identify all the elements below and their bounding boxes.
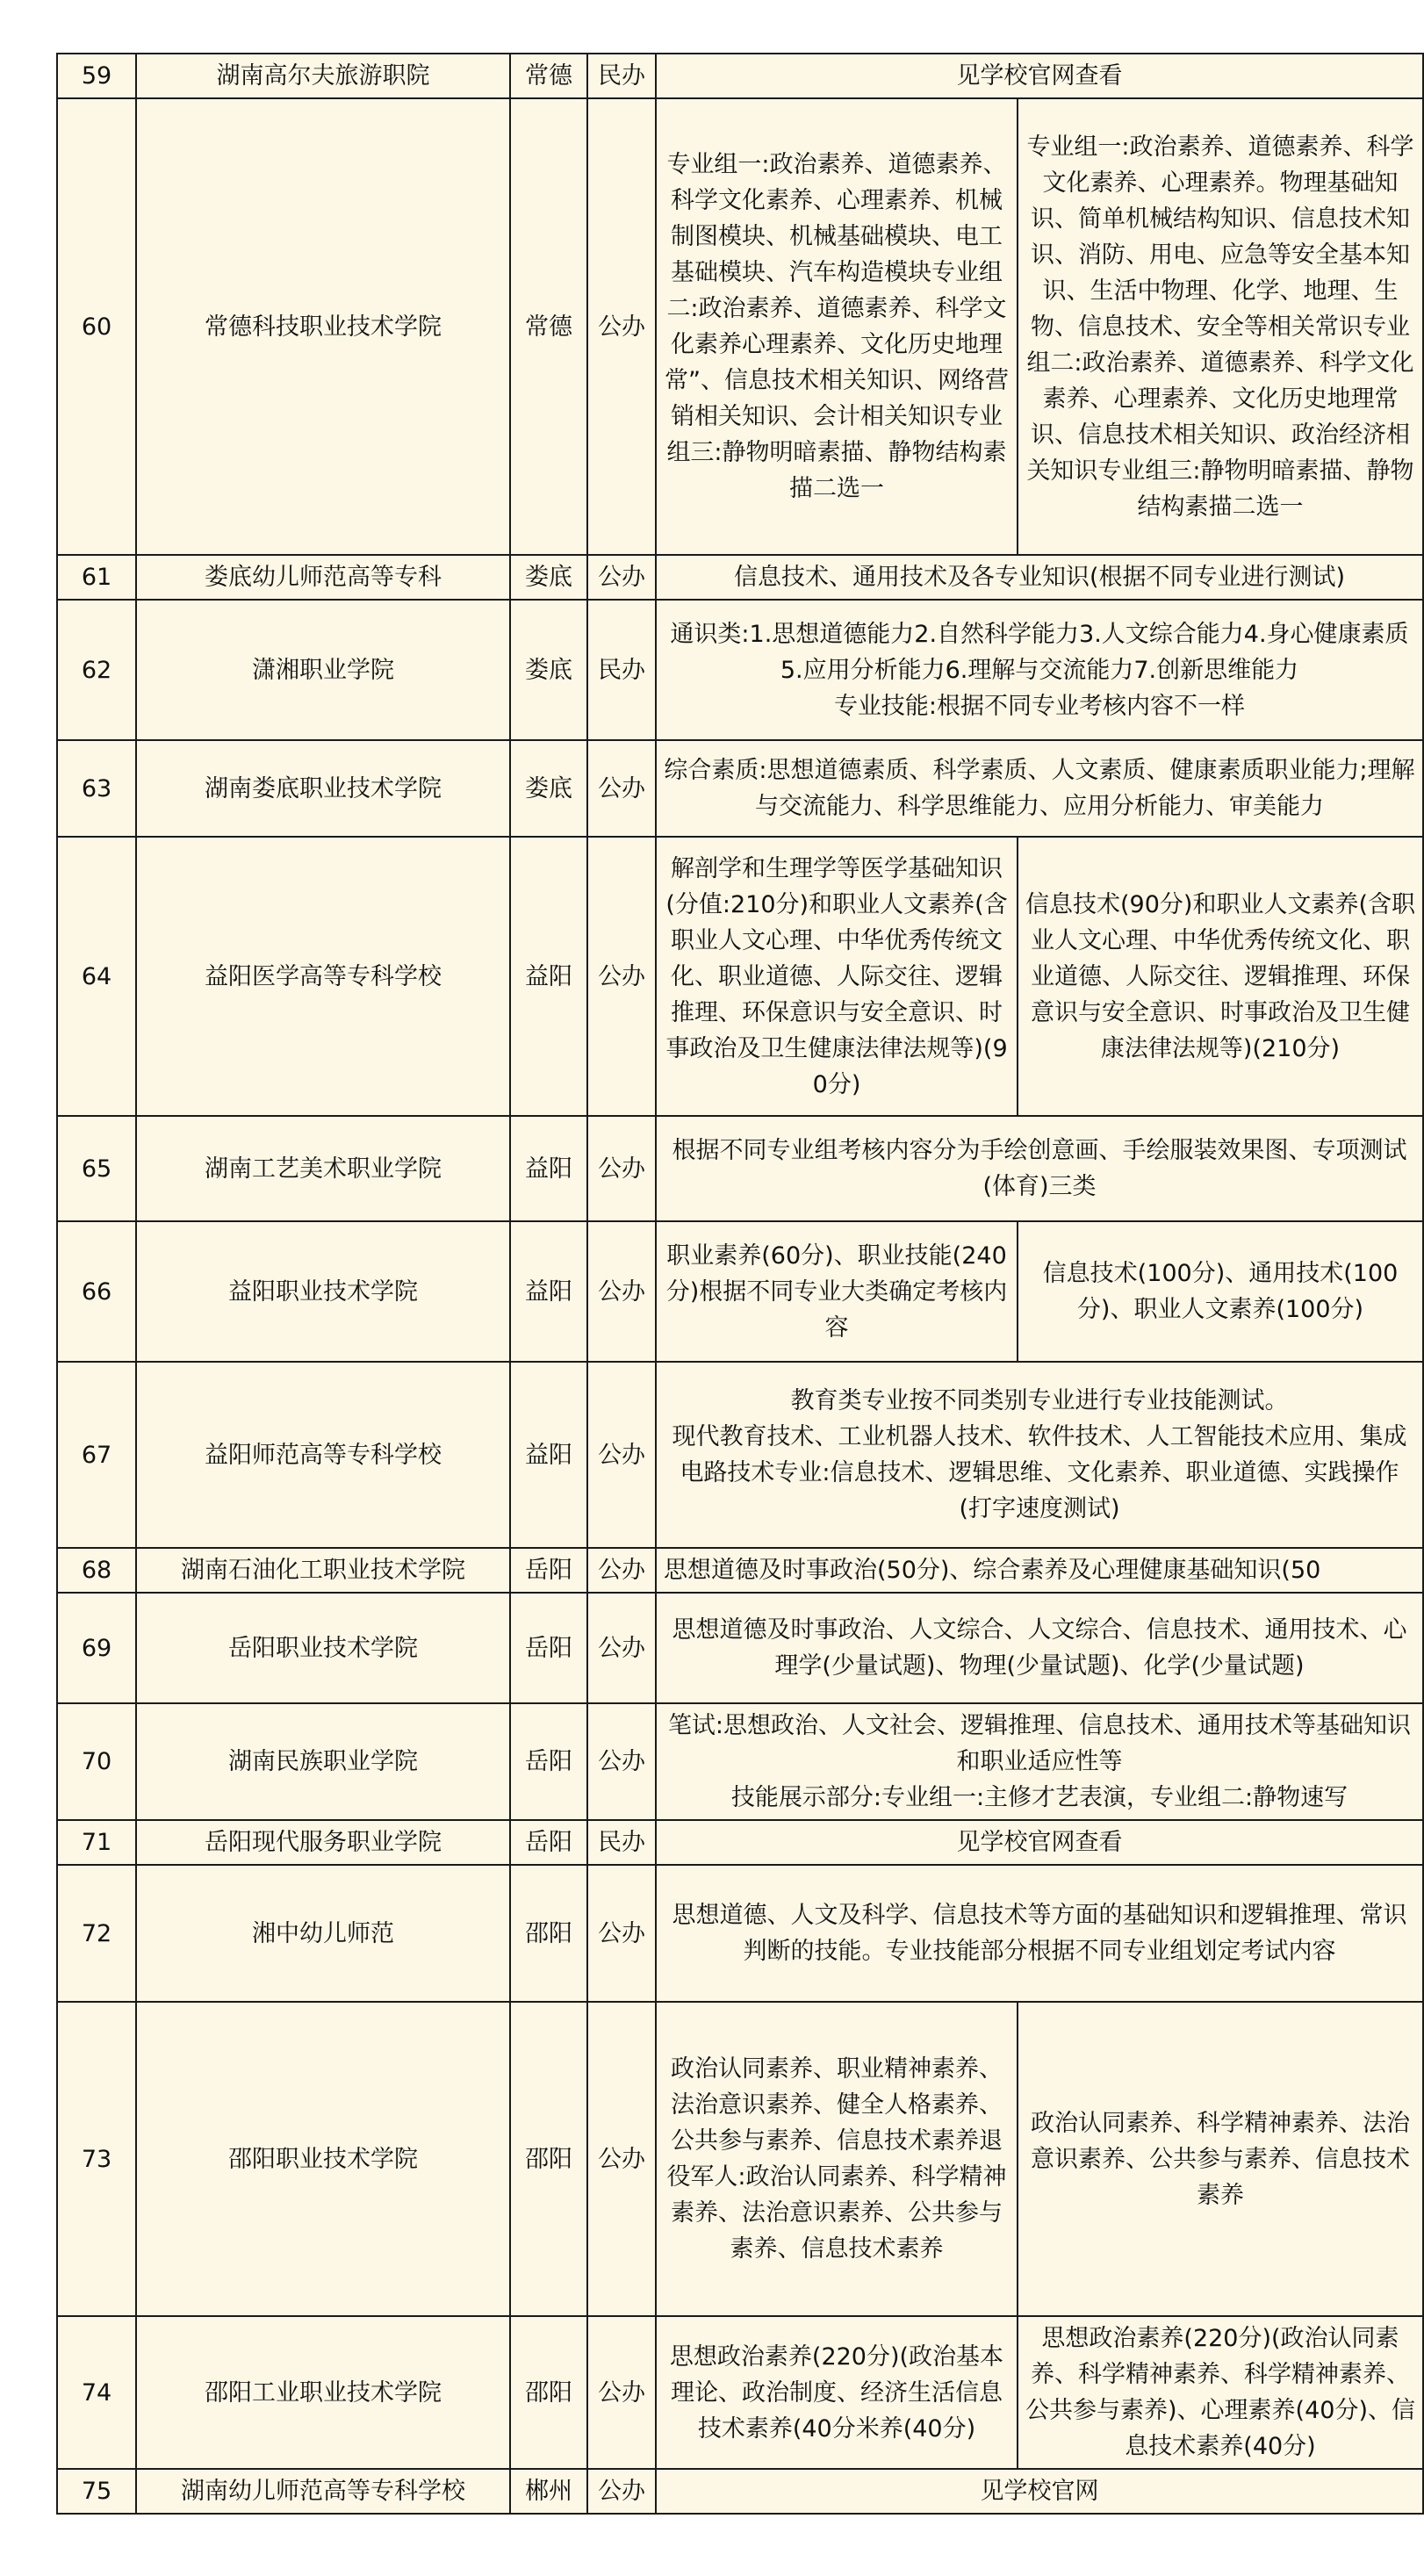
school-name: 岳阳现代服务职业学院 <box>136 1820 510 1865</box>
exam-content-line: 笔试:思想政治、人文社会、逻辑推理、信息技术、通用技术等基础知识和职业适应性等 <box>667 1712 1412 1775</box>
table-row <box>57 1703 1423 1820</box>
school-type: 公办 <box>587 555 656 600</box>
exam-content-line: 技能展示部分:专业组一:主修才艺表演，专业组二:静物速写 <box>730 1784 1348 1811</box>
exam-content <box>656 1116 1423 1221</box>
exam-content-a: 专业组一:政治素养、道德素养、科学文化素养、心理素养、机械制图模块、机械基础模块、电工基础模块、汽车构造模块专业组二:政治素养、道德素养、科学文化素养心理素养、文化历史地理常”、信息技术相关知识、网络营销相关知识、会计相关知识专业组三:静物明暗素描、静物结构素描二选一 <box>656 98 1018 555</box>
row-number: 68 <box>57 1548 136 1593</box>
school-name: 益阳师范高等专科学校 <box>136 1362 510 1548</box>
exam-content <box>656 555 1423 600</box>
exam-content-line: 思想道德及时事政治、人文综合、人文综合、信息技术、通用技术、心理学(少量试题)、物理(少量试题)、化学(少量试题) <box>672 1616 1407 1680</box>
school-type: 公办 <box>587 1865 656 2002</box>
exam-content-line: 综合素质:思想道德素质、科学素质、人文素质、健康素质职业能力;理解与交流能力、科学思维能力、应用分析能力、审美能力 <box>664 757 1415 820</box>
city: 岳阳 <box>510 1703 587 1820</box>
school-name: 湖南幼儿师范高等专科学校 <box>136 2469 510 2514</box>
row-number: 62 <box>57 600 136 740</box>
school-type: 公办 <box>587 2316 656 2469</box>
row-number: 67 <box>57 1362 136 1548</box>
row-number: 66 <box>57 1221 136 1362</box>
row-number: 71 <box>57 1820 136 1865</box>
table-row <box>57 1548 1423 1593</box>
table-row <box>57 1362 1423 1548</box>
school-name: 娄底幼儿师范高等专科 <box>136 555 510 600</box>
exam-content <box>656 2469 1423 2514</box>
school-type: 民办 <box>587 54 656 98</box>
school-name: 湖南娄底职业技术学院 <box>136 740 510 837</box>
city: 常德 <box>510 54 587 98</box>
exam-content-b: 信息技术(90分)和职业人文素养(含职业人文心理、中华优秀传统文化、职业道德、人际交往、逻辑推理、环保意识与安全意识、时事政治及卫生健康法律法规等)(210分) <box>1018 837 1423 1116</box>
school-name: 湖南石油化工职业技术学院 <box>136 1548 510 1593</box>
exam-content <box>656 1362 1423 1548</box>
row-number: 60 <box>57 98 136 555</box>
row-number: 61 <box>57 555 136 600</box>
city: 益阳 <box>510 1221 587 1362</box>
row-number: 65 <box>57 1116 136 1221</box>
school-type: 公办 <box>587 1362 656 1548</box>
exam-content-a: 解剖学和生理学等医学基础知识(分值:210分)和职业人文素养(含职业人文心理、中华优秀传统文化、职业道德、人际交往、逻辑推理、环保意识与安全意识、时事政治及卫生健康法律法规等)(90分) <box>656 837 1018 1116</box>
table-row <box>57 740 1423 837</box>
city: 岳阳 <box>510 1820 587 1865</box>
city: 益阳 <box>510 1362 587 1548</box>
table-row <box>57 1865 1423 2002</box>
exam-content <box>656 54 1423 98</box>
row-number: 75 <box>57 2469 136 2514</box>
school-type: 公办 <box>587 2002 656 2316</box>
school-name: 湖南民族职业学院 <box>136 1703 510 1820</box>
row-number: 74 <box>57 2316 136 2469</box>
school-name: 岳阳职业技术学院 <box>136 1593 510 1703</box>
exam-content-line: 专业技能:根据不同专业考核内容不一样 <box>833 692 1246 720</box>
city: 郴州 <box>510 2469 587 2514</box>
school-name: 邵阳职业技术学院 <box>136 2002 510 2316</box>
school-name: 湖南工艺美术职业学院 <box>136 1116 510 1221</box>
table-row <box>57 2469 1423 2514</box>
exam-content <box>656 1865 1423 2002</box>
exam-content <box>656 740 1423 837</box>
exam-content-b: 政治认同素养、科学精神素养、法治意识素养、公共参与素养、信息技术素养 <box>1018 2002 1423 2316</box>
row-number: 59 <box>57 54 136 98</box>
school-name: 湖南高尔夫旅游职院 <box>136 54 510 98</box>
school-type: 民办 <box>587 1820 656 1865</box>
exam-content <box>656 1593 1423 1703</box>
exam-content-line: 见学校官网查看 <box>956 1829 1123 1856</box>
city: 邵阳 <box>510 1865 587 2002</box>
table-body <box>57 54 1423 2514</box>
school-type: 公办 <box>587 1593 656 1703</box>
table-row <box>57 54 1423 98</box>
city: 益阳 <box>510 837 587 1116</box>
table-row <box>57 1593 1423 1703</box>
school-name: 邵阳工业职业技术学院 <box>136 2316 510 2469</box>
school-type: 民办 <box>587 600 656 740</box>
row-number: 70 <box>57 1703 136 1820</box>
school-type: 公办 <box>587 2469 656 2514</box>
city: 常德 <box>510 98 587 555</box>
exam-content <box>656 1820 1423 1865</box>
table-row <box>57 2316 1423 2469</box>
exam-content-line: 教育类专业按不同类别专业进行专业技能测试。 <box>790 1387 1289 1414</box>
exam-content-b: 专业组一:政治素养、道德素养、科学文化素养、心理素养。物理基础知识、简单机械结构知识、信息技术知识、消防、用电、应急等安全基本知识、生活中物理、化学、地理、生物、信息技术、安全等相关常识专业组二:政治素养、道德素养、科学文化素养、心理素养、文化历史地理常识、信息技术相关知识、政治经济相关知识专业组三:静物明暗素描、静物结构素描二选一 <box>1018 98 1423 555</box>
exam-content <box>656 1548 1423 1593</box>
row-number: 63 <box>57 740 136 837</box>
school-name: 湘中幼儿师范 <box>136 1865 510 2002</box>
exam-content-line: 根据不同专业组考核内容分为手绘创意画、手绘服装效果图、专项测试(体育)三类 <box>672 1137 1407 1200</box>
exam-content-b: 思想政治素养(220分)(政治认同素养、科学精神素养、科学精神素养、公共参与素养)、心理素养(40分)、信息技术素养(40分) <box>1018 2316 1423 2469</box>
school-type: 公办 <box>587 1116 656 1221</box>
table-row <box>57 837 1423 1116</box>
city: 邵阳 <box>510 2002 587 2316</box>
exam-content-a: 职业素养(60分)、职业技能(240分)根据不同专业大类确定考核内容 <box>656 1221 1018 1362</box>
city: 娄底 <box>510 555 587 600</box>
table-row <box>57 98 1423 555</box>
exam-content-a: 思想政治素养(220分)(政治基本理论、政治制度、经济生活信息技术素养(40分米养(40分) <box>656 2316 1018 2469</box>
admission-exam-table <box>56 53 1424 2515</box>
school-name: 常德科技职业技术学院 <box>136 98 510 555</box>
row-number: 69 <box>57 1593 136 1703</box>
school-name: 益阳职业技术学院 <box>136 1221 510 1362</box>
school-type: 公办 <box>587 1703 656 1820</box>
school-name: 益阳医学高等专科学校 <box>136 837 510 1116</box>
city: 岳阳 <box>510 1593 587 1703</box>
city: 娄底 <box>510 600 587 740</box>
school-type: 公办 <box>587 1548 656 1593</box>
exam-content-line: 思想道德及时事政治(50分)、综合素养及心理健康基础知识(50 <box>664 1557 1321 1584</box>
city: 岳阳 <box>510 1548 587 1593</box>
school-type: 公办 <box>587 740 656 837</box>
exam-content-line: 通识类:1.思想道德能力2.自然科学能力3.人文综合能力4.身心健康素质5.应用分析能力6.理解与交流能力7.创新思维能力 <box>670 620 1409 684</box>
city: 娄底 <box>510 740 587 837</box>
table-row <box>57 2002 1423 2316</box>
table-row <box>57 600 1423 740</box>
school-type: 公办 <box>587 837 656 1116</box>
school-type: 公办 <box>587 1221 656 1362</box>
table-row <box>57 555 1423 600</box>
exam-content <box>656 600 1423 740</box>
school-name: 潇湘职业学院 <box>136 600 510 740</box>
school-type: 公办 <box>587 98 656 555</box>
exam-content-b: 信息技术(100分)、通用技术(100分)、职业人文素养(100分) <box>1018 1221 1423 1362</box>
city: 邵阳 <box>510 2316 587 2469</box>
exam-content-line: 见学校官网查看 <box>956 62 1123 90</box>
exam-content <box>656 1703 1423 1820</box>
row-number: 64 <box>57 837 136 1116</box>
row-number: 72 <box>57 1865 136 2002</box>
city: 益阳 <box>510 1116 587 1221</box>
table-row <box>57 1820 1423 1865</box>
table-row <box>57 1116 1423 1221</box>
exam-content-line: 现代教育技术、工业机器人技术、软件技术、人工智能技术应用、集成电路技术专业:信息技术、逻辑思维、文化素养、职业道德、实践操作(打字速度测试) <box>672 1423 1407 1522</box>
row-number: 73 <box>57 2002 136 2316</box>
exam-content-line: 思想道德、人文及科学、信息技术等方面的基础知识和逻辑推理、常识判断的技能。专业技能部分根据不同专业组划定考试内容 <box>672 1902 1407 1965</box>
exam-content-a: 政治认同素养、职业精神素养、法治意识素养、健全人格素养、公共参与素养、信息技术素养退役军人:政治认同素养、科学精神素养、法治意识素养、公共参与素养、信息技术素养 <box>656 2002 1018 2316</box>
table-row <box>57 1221 1423 1362</box>
exam-content-line: 信息技术、通用技术及各专业知识(根据不同专业进行测试) <box>733 564 1346 591</box>
exam-content-line: 见学校官网 <box>980 2478 1099 2505</box>
